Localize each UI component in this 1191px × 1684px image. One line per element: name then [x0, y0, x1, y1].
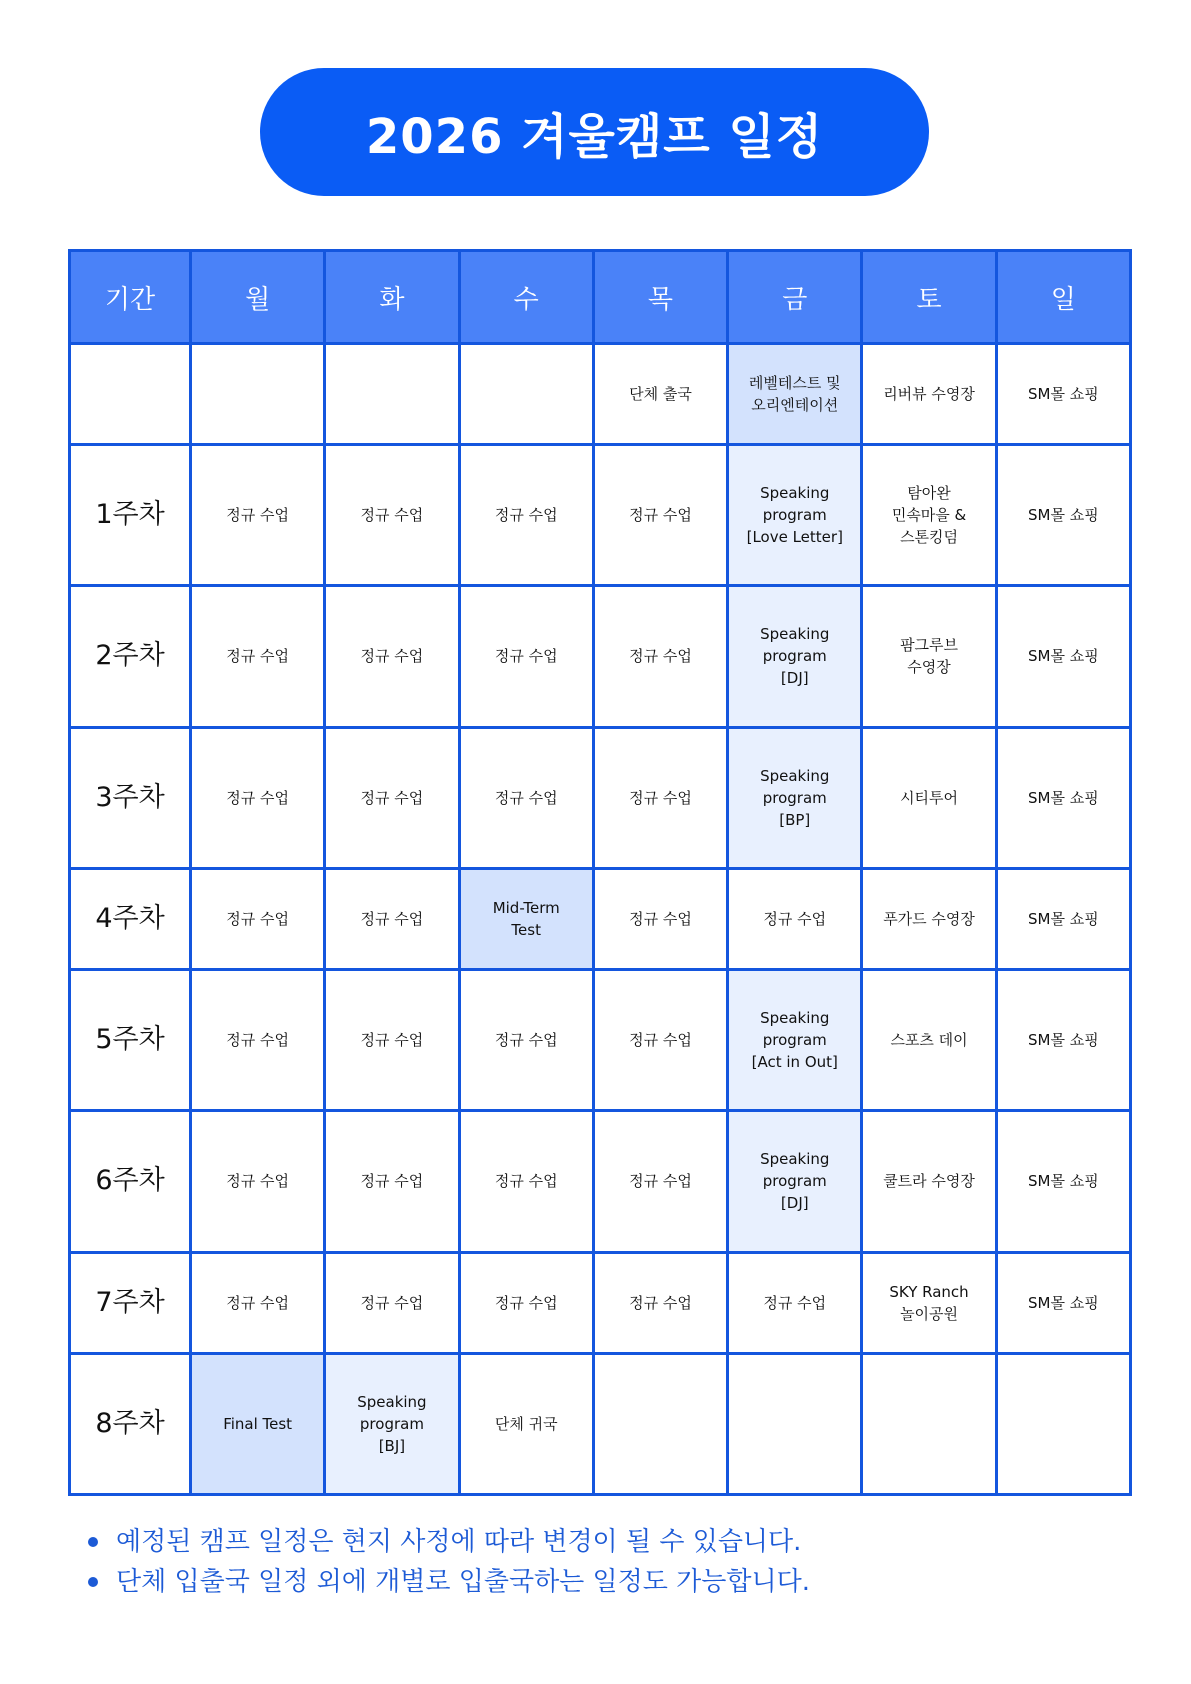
schedule-cell: SM몰 쇼핑: [996, 868, 1130, 969]
schedule-cell: 정규 수업: [593, 1252, 727, 1353]
header-sun: 일: [996, 251, 1130, 344]
schedule-cell: Speaking program [Love Letter]: [728, 444, 862, 585]
schedule-cell: 정규 수업: [459, 969, 593, 1110]
schedule-cell: 정규 수업: [325, 727, 459, 868]
schedule-cell: 정규 수업: [325, 586, 459, 727]
notes-list: [84, 1522, 810, 1602]
schedule-cell: 정규 수업: [459, 444, 593, 585]
schedule-table: [68, 249, 1132, 1496]
header-wed: 수: [459, 251, 593, 344]
schedule-cell: 정규 수업: [593, 1111, 727, 1252]
period-cell: 2주차: [70, 586, 191, 727]
note-item: [84, 1562, 810, 1602]
period-cell: 4주차: [70, 868, 191, 969]
schedule-cell: 정규 수업: [325, 969, 459, 1110]
schedule-cell: [728, 1353, 862, 1494]
schedule-cell: [459, 344, 593, 445]
schedule-cell: 정규 수업: [191, 444, 325, 585]
schedule-cell: 리버뷰 수영장: [862, 344, 996, 445]
schedule-cell: 정규 수업: [191, 586, 325, 727]
schedule-cell: 정규 수업: [459, 586, 593, 727]
schedule-cell: 정규 수업: [593, 969, 727, 1110]
schedule-cell: SM몰 쇼핑: [996, 969, 1130, 1110]
schedule-cell: 정규 수업: [325, 444, 459, 585]
schedule-cell: 정규 수업: [191, 868, 325, 969]
table-row: [70, 444, 1131, 585]
header-period: 기간: [70, 251, 191, 344]
schedule-cell: SM몰 쇼핑: [996, 586, 1130, 727]
note-item: [84, 1522, 810, 1562]
schedule-cell: Speaking program [DJ]: [728, 586, 862, 727]
schedule-cell: 정규 수업: [593, 727, 727, 868]
period-cell: 7주차: [70, 1252, 191, 1353]
schedule-cell: SM몰 쇼핑: [996, 727, 1130, 868]
schedule-cell: [325, 344, 459, 445]
schedule-cell: Final Test: [191, 1353, 325, 1494]
schedule-cell: Speaking program [BP]: [728, 727, 862, 868]
schedule-cell: SM몰 쇼핑: [996, 1111, 1130, 1252]
schedule-cell: 정규 수업: [191, 727, 325, 868]
schedule-cell: SM몰 쇼핑: [996, 1252, 1130, 1353]
schedule-cell: 시티투어: [862, 727, 996, 868]
schedule-cell: 탐아완 민속마을 & 스톤킹덤: [862, 444, 996, 585]
schedule-cell: 정규 수업: [325, 1111, 459, 1252]
schedule-cell: [593, 1353, 727, 1494]
header-fri: 금: [728, 251, 862, 344]
schedule-cell: SM몰 쇼핑: [996, 344, 1130, 445]
schedule-cell: SM몰 쇼핑: [996, 444, 1130, 585]
schedule-cell: 정규 수업: [191, 1111, 325, 1252]
header-sat: 토: [862, 251, 996, 344]
schedule-cell: 정규 수업: [728, 1252, 862, 1353]
table-row: [70, 344, 1131, 445]
schedule-cell: 정규 수업: [593, 586, 727, 727]
header-mon: 월: [191, 251, 325, 344]
schedule-cell: 팜그루브 수영장: [862, 586, 996, 727]
header-row: [70, 251, 1131, 344]
table-row: [70, 1353, 1131, 1494]
period-cell: [70, 344, 191, 445]
schedule-cell: 단체 귀국: [459, 1353, 593, 1494]
schedule-cell: 단체 출국: [593, 344, 727, 445]
schedule-cell: SKY Ranch 놀이공원: [862, 1252, 996, 1353]
schedule-cell: 정규 수업: [593, 868, 727, 969]
table-row: [70, 868, 1131, 969]
schedule-cell: 정규 수업: [459, 1111, 593, 1252]
schedule-cell: 스포츠 데이: [862, 969, 996, 1110]
schedule-cell: 쿨트라 수영장: [862, 1111, 996, 1252]
note-text: 예정된 캠프 일정은 현지 사정에 따라 변경이 될 수 있습니다.: [116, 1527, 802, 1557]
header-thu: 목: [593, 251, 727, 344]
schedule-cell: Speaking program [DJ]: [728, 1111, 862, 1252]
schedule-cell: [191, 344, 325, 445]
schedule-cell: 정규 수업: [459, 1252, 593, 1353]
period-cell: 6주차: [70, 1111, 191, 1252]
page-title: 2026 겨울캠프 일정: [260, 68, 929, 196]
schedule-cell: [862, 1353, 996, 1494]
schedule-cell: [996, 1353, 1130, 1494]
period-cell: 1주차: [70, 444, 191, 585]
period-cell: 5주차: [70, 969, 191, 1110]
schedule-cell: Mid-Term Test: [459, 868, 593, 969]
schedule-cell: Speaking program [BJ]: [325, 1353, 459, 1494]
header-tue: 화: [325, 251, 459, 344]
schedule-cell: Speaking program [Act in Out]: [728, 969, 862, 1110]
bullet-icon: [88, 1577, 98, 1587]
schedule-cell: 정규 수업: [728, 868, 862, 969]
schedule-cell: 정규 수업: [191, 969, 325, 1110]
table-row: [70, 1252, 1131, 1353]
bullet-icon: [88, 1537, 98, 1547]
table-row: [70, 586, 1131, 727]
schedule-cell: 정규 수업: [191, 1252, 325, 1353]
table-row: [70, 1111, 1131, 1252]
schedule-cell: 정규 수업: [459, 727, 593, 868]
schedule-cell: 푸가드 수영장: [862, 868, 996, 969]
schedule-cell: 정규 수업: [325, 1252, 459, 1353]
schedule-cell: 정규 수업: [593, 444, 727, 585]
table-row: [70, 969, 1131, 1110]
schedule-cell: 레벨테스트 및 오리엔테이션: [728, 344, 862, 445]
table-row: [70, 727, 1131, 868]
schedule-cell: 정규 수업: [325, 868, 459, 969]
period-cell: 3주차: [70, 727, 191, 868]
period-cell: 8주차: [70, 1353, 191, 1494]
note-text: 단체 입출국 일정 외에 개별로 입출국하는 일정도 가능합니다.: [116, 1567, 811, 1597]
